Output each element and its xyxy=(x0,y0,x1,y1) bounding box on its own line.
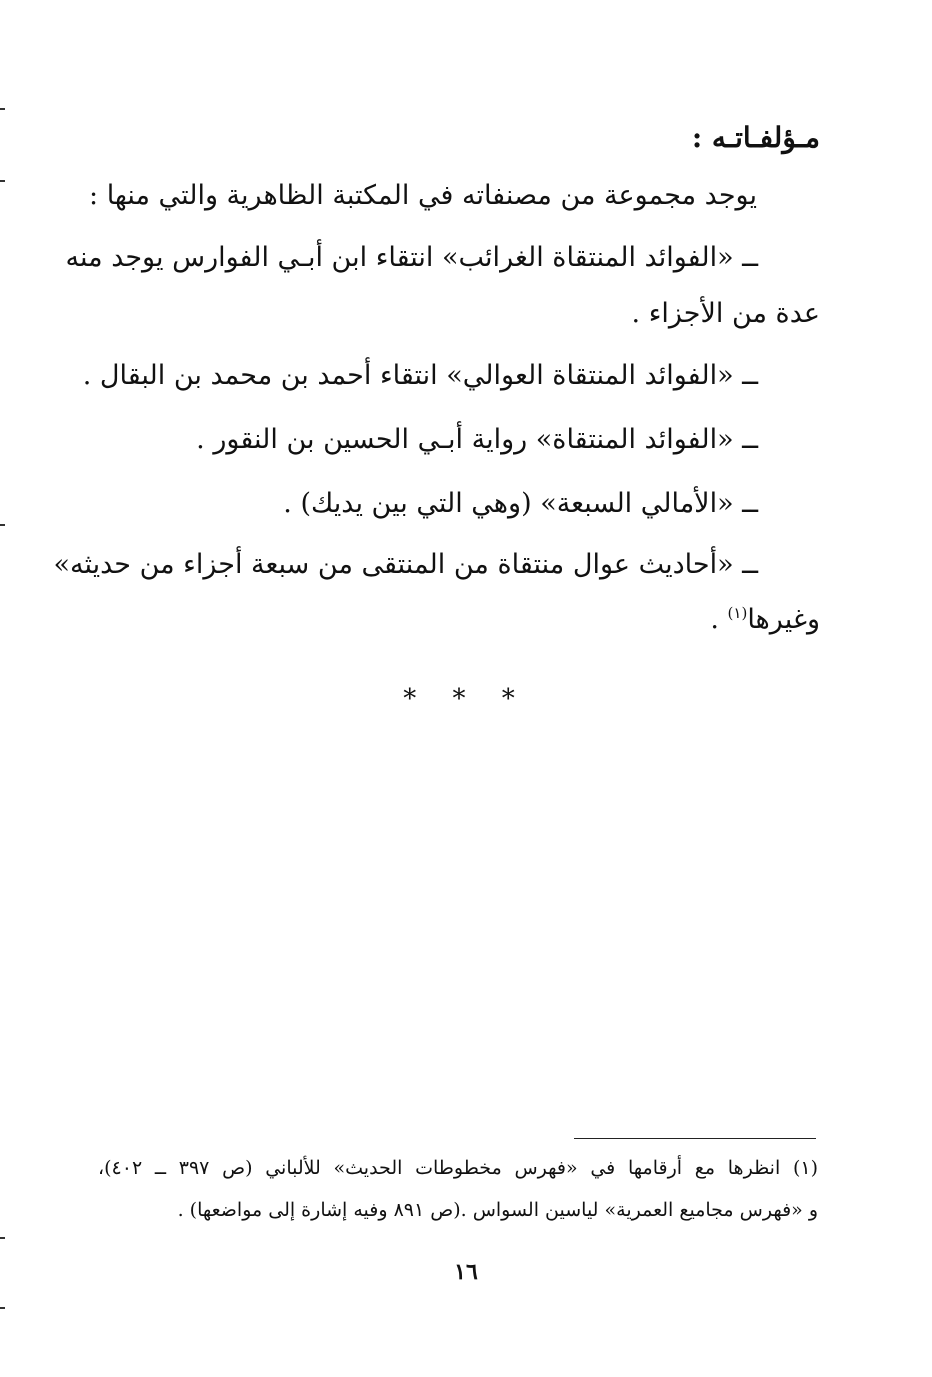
page-number: ١٦ xyxy=(454,1259,478,1285)
edge-mark xyxy=(0,108,5,110)
intro-paragraph: يوجد مجموعة من مصنفاته في المكتبة الظاهرية والتي منها : xyxy=(89,180,757,211)
list-item-5-line-2 xyxy=(710,600,820,640)
list-item-5-end: . xyxy=(710,604,728,635)
list-item-1-line-1: ــ «الفوائد المنتقاة الغرائب» انتقاء ابن أبـي الفوارس يوجد منه xyxy=(65,242,758,273)
list-item-3: ــ «الفوائد المنتقاة» رواية أبـي الحسين بن النقور . xyxy=(196,424,758,455)
edge-mark xyxy=(0,524,5,526)
edge-mark xyxy=(0,1307,5,1309)
list-item-2: ــ «الفوائد المنتقاة العوالي» انتقاء أحمد بن محمد بن البقال . xyxy=(82,360,758,391)
list-item-1-line-2: عدة من الأجزاء . xyxy=(631,298,820,329)
edge-mark xyxy=(0,180,5,182)
edge-mark xyxy=(0,1237,5,1239)
list-item-5-line-1: ــ «أحاديث عوال منتقاة من المنتقى من سبعة أجزاء من حديثه» xyxy=(53,549,758,580)
list-item-5-text: وغيرها xyxy=(747,604,820,635)
section-heading: مـؤلفـاتـه : xyxy=(691,121,820,154)
footnote-reference: (١) xyxy=(727,604,748,622)
section-divider-stars: * * * xyxy=(403,684,529,714)
list-item-4: ــ «الأمالي السبعة» (وهي التي بين يديك) . xyxy=(283,488,758,519)
footnote-rule xyxy=(574,1138,816,1139)
footnote-line-1: (١) انظرها مع أرقامها في «فهرس مخطوطات الحديث» للألباني (ص ٣٩٧ ــ ٤٠٢)، xyxy=(98,1157,818,1179)
footnote-line-2: و «فهرس مجاميع العمرية» لياسين السواس .(ص ٨٩١ وفيه إشارة إلى مواضعها) . xyxy=(177,1199,818,1221)
